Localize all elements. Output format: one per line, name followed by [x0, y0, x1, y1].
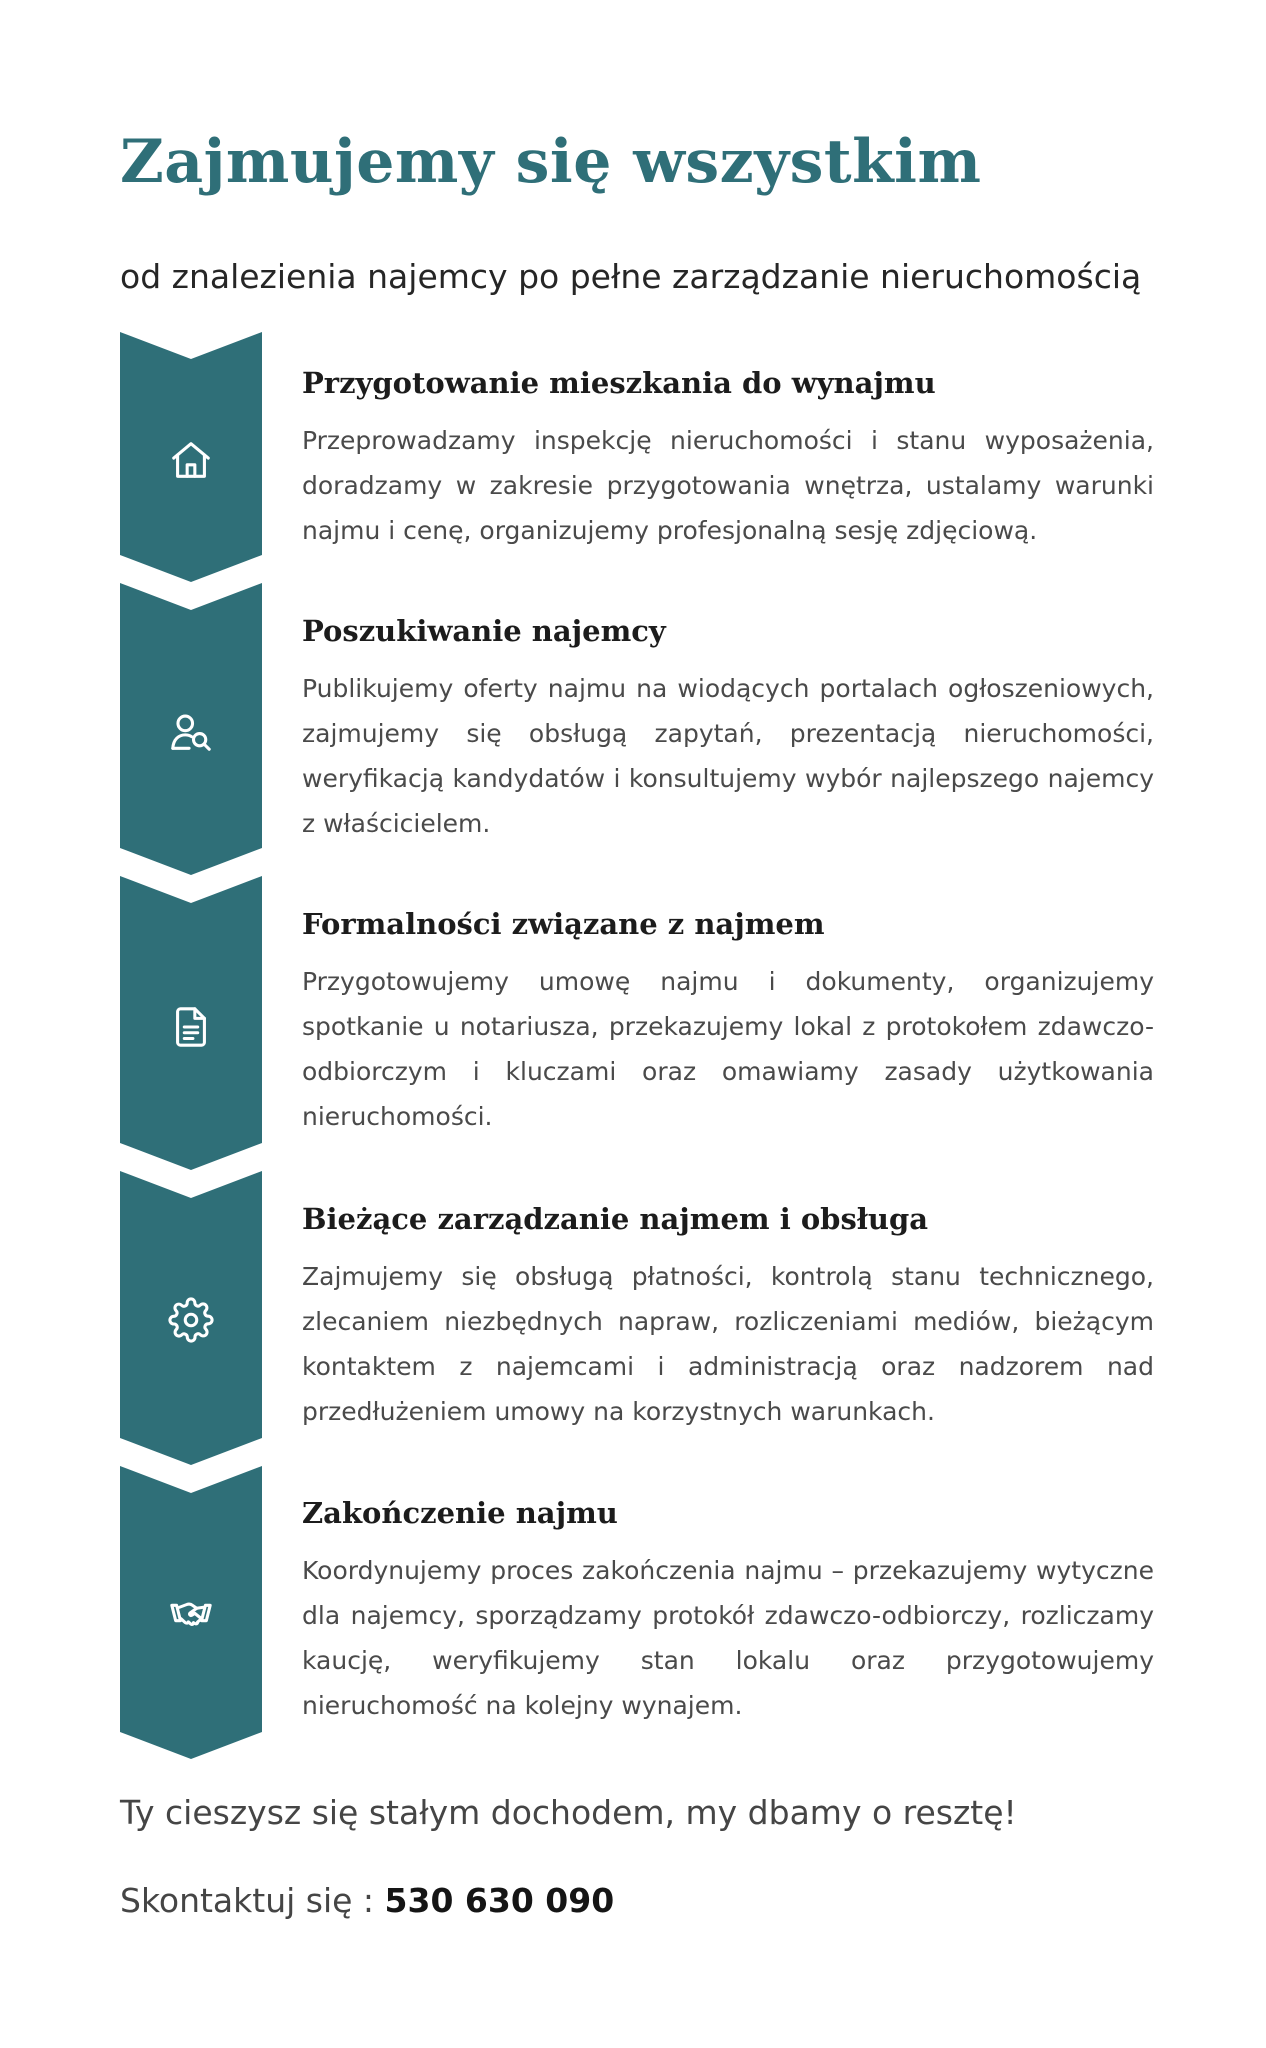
page-subtitle: od znalezienia najemcy po pełne zarządzanie nieruchomością	[120, 257, 1142, 296]
handshake-icon	[168, 1590, 214, 1636]
gear-icon	[168, 1297, 214, 1343]
step-description: Przygotowujemy umowę najmu i dokumenty, organizujemy spotkanie u notariusza, przekazujemy lokal z protokołem zdawczo-odbiorczym i kluczami oraz omawiamy zasady użytkowania nieruchomości.	[302, 967, 1154, 1131]
step-title: Formalności związane z najmem	[302, 907, 825, 941]
step-3	[302, 901, 1154, 1139]
step-title: Poszukiwanie najemcy	[302, 614, 666, 648]
step-description: Zajmujemy się obsługą płatności, kontrolą stanu technicznego, zlecaniem niezbędnych napraw, rozliczeniami mediów, bieżącym kontaktem z najemcami i administracją oraz nadzorem nad przedłużeniem umowy na korzystnych warunkach.	[302, 1262, 1154, 1426]
document-icon	[168, 1004, 214, 1050]
phone-number[interactable]: 530 630 090	[384, 1881, 615, 1920]
step-2	[302, 608, 1154, 846]
home-icon	[168, 437, 214, 483]
step-1	[302, 360, 1154, 553]
step-title: Przygotowanie mieszkania do wynajmu	[302, 366, 936, 400]
step-description: Przeprowadzamy inspekcję nieruchomości i stanu wyposażenia, doradzamy w zakresie przygotowania wnętrza, ustalamy warunki najmu i cenę, organizujemy profesjonalną sesję zdjęciową.	[302, 426, 1154, 545]
step-4	[302, 1196, 1154, 1434]
closing-statement: Ty cieszysz się stałym dochodem, my dbamy o resztę!	[120, 1793, 1017, 1832]
user-search-icon	[168, 709, 214, 755]
contact-line	[120, 1878, 614, 1924]
step-title: Bieżące zarządzanie najmem i obsługa	[302, 1202, 929, 1236]
page-title: Zajmujemy się wszystkim	[120, 127, 982, 197]
step-description: Publikujemy oferty najmu na wiodących portalach ogłoszeniowych, zajmujemy się obsługą zapytań, prezentacją nieruchomości, weryfikacją kandydatów i konsultujemy wybór najlepszego najemcy z właścicielem.	[302, 674, 1154, 838]
step-5	[302, 1490, 1154, 1728]
step-title: Zakończenie najmu	[302, 1496, 618, 1530]
step-description: Koordynujemy proces zakończenia najmu – przekazujemy wytyczne dla najemcy, sporządzamy protokół zdawczo-odbiorczy, rozliczamy kaucję, weryfikujemy stan lokalu oraz przygotowujemy nieruchomość na kolejny wynajem.	[302, 1556, 1154, 1720]
contact-label: Skontaktuj się :	[120, 1881, 385, 1920]
